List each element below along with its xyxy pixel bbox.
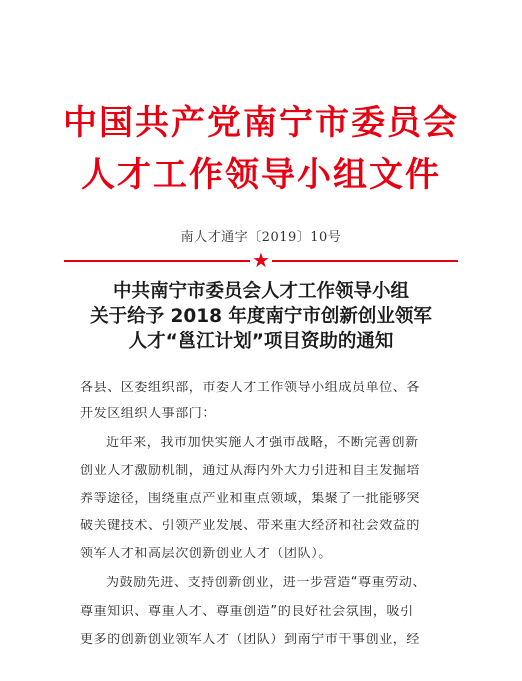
body-line: 更多的创新创业领军人才（团队）到南宁市干事创业，经 [80, 633, 421, 646]
star-icon: ★ [252, 248, 270, 272]
body-line: 创业人才激励机制，通过从海内外大力引进和自主发掘培 [80, 464, 421, 477]
divider-rule-left [64, 260, 250, 262]
body-line: 养等途径，围绕重点产业和重点领域，集聚了一批能够突 [80, 492, 421, 505]
body-line: 破关键技术、引领产业发展、带来重大经济和社会效益的 [80, 519, 421, 532]
notice-title-line-1: 中共南宁市委员会人才工作领导小组 [112, 281, 409, 302]
divider-rule-right [272, 260, 458, 262]
body-line: 各县、区委组织部，市委人才工作领导小组成员单位、各 [80, 381, 421, 394]
red-divider [64, 248, 458, 272]
body-line: 领军人才和高层次创新创业人才（团队）。 [80, 547, 332, 560]
body-line: 尊重知识、尊重人才、尊重创造”的良好社会氛围，吸引 [80, 605, 414, 618]
notice-title-line-3: 人才“邕江计划”项目资助的通知 [128, 331, 394, 352]
body-line: 为鼓励先进、支持创新创业，进一步营造“尊重劳动、 [106, 576, 427, 589]
body-line: 开发区组织人事部门： [80, 407, 217, 420]
document-header-line-2: 人才工作领导小组文件 [81, 155, 441, 195]
body-line: 近年来，我市加快实施人才强市战略，不断完善创新 [106, 436, 419, 449]
document-header-line-1: 中国共产党南宁市委员会 [63, 103, 459, 143]
notice-title-line-2: 关于给予 2018 年度南宁市创新创业领军 [90, 306, 432, 327]
document-number: 南人才通字〔2019〕10号 [180, 230, 342, 245]
